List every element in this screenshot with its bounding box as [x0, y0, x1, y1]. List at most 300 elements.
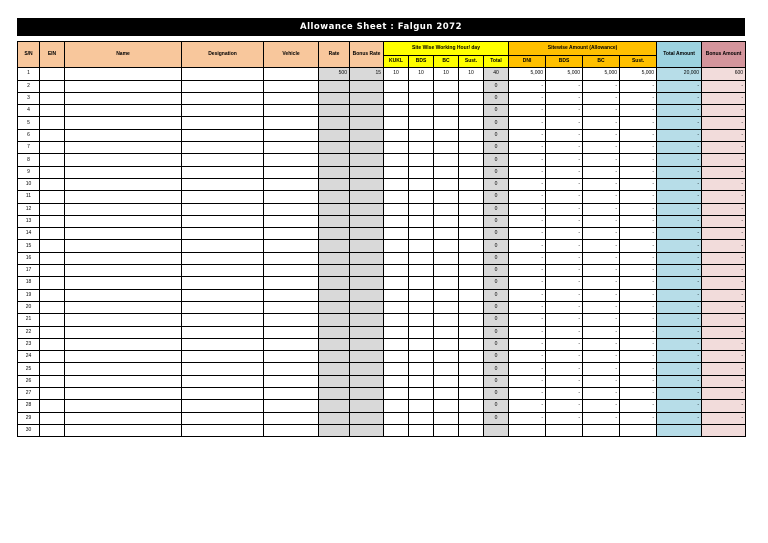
cell-designation[interactable]: [182, 338, 264, 350]
cell-hours-bds[interactable]: [409, 80, 434, 92]
cell-name[interactable]: [65, 314, 182, 326]
cell-vehicle[interactable]: [264, 68, 319, 80]
cell-rate[interactable]: [319, 80, 350, 92]
cell-bonus-rate[interactable]: [350, 363, 384, 375]
cell-hours-bds[interactable]: [409, 92, 434, 104]
cell-ein[interactable]: [40, 252, 65, 264]
cell-hours-kukl[interactable]: [384, 240, 409, 252]
cell-ein[interactable]: [40, 400, 65, 412]
cell-bonus-rate[interactable]: [350, 326, 384, 338]
cell-hours-bds[interactable]: [409, 351, 434, 363]
cell-vehicle[interactable]: [264, 277, 319, 289]
cell-ein[interactable]: [40, 388, 65, 400]
cell-hours-bds[interactable]: [409, 203, 434, 215]
cell-name[interactable]: [65, 129, 182, 141]
cell-hours-bc[interactable]: [434, 375, 459, 387]
cell-ein[interactable]: [40, 412, 65, 424]
cell-name[interactable]: [65, 240, 182, 252]
cell-designation[interactable]: [182, 314, 264, 326]
cell-rate[interactable]: [319, 375, 350, 387]
cell-hours-bc[interactable]: [434, 203, 459, 215]
cell-hours-kukl[interactable]: [384, 338, 409, 350]
cell-hours-sust[interactable]: [459, 154, 484, 166]
cell-hours-bds[interactable]: [409, 363, 434, 375]
cell-hours-sust[interactable]: [459, 400, 484, 412]
cell-hours-kukl[interactable]: [384, 326, 409, 338]
cell-vehicle[interactable]: [264, 375, 319, 387]
cell-ein[interactable]: [40, 80, 65, 92]
cell-hours-sust[interactable]: [459, 178, 484, 190]
cell-name[interactable]: [65, 388, 182, 400]
cell-rate[interactable]: [319, 424, 350, 436]
cell-hours-bc[interactable]: [434, 117, 459, 129]
cell-designation[interactable]: [182, 424, 264, 436]
cell-vehicle[interactable]: [264, 252, 319, 264]
cell-hours-sust[interactable]: [459, 228, 484, 240]
cell-hours-kukl[interactable]: [384, 80, 409, 92]
cell-hours-bc[interactable]: [434, 424, 459, 436]
cell-hours-bds[interactable]: [409, 228, 434, 240]
cell-bonus-rate[interactable]: [350, 252, 384, 264]
cell-vehicle[interactable]: [264, 265, 319, 277]
cell-designation[interactable]: [182, 92, 264, 104]
cell-designation[interactable]: [182, 68, 264, 80]
cell-rate[interactable]: [319, 191, 350, 203]
cell-vehicle[interactable]: [264, 203, 319, 215]
cell-hours-sust[interactable]: [459, 117, 484, 129]
cell-bonus-rate[interactable]: [350, 203, 384, 215]
cell-vehicle[interactable]: [264, 92, 319, 104]
cell-hours-bds[interactable]: [409, 265, 434, 277]
cell-hours-sust[interactable]: [459, 203, 484, 215]
cell-ein[interactable]: [40, 351, 65, 363]
cell-hours-kukl[interactable]: [384, 412, 409, 424]
cell-designation[interactable]: [182, 166, 264, 178]
cell-hours-bc[interactable]: [434, 215, 459, 227]
cell-rate[interactable]: [319, 252, 350, 264]
cell-vehicle[interactable]: [264, 117, 319, 129]
cell-rate[interactable]: [319, 178, 350, 190]
cell-hours-bds[interactable]: [409, 400, 434, 412]
cell-hours-sust[interactable]: [459, 105, 484, 117]
cell-designation[interactable]: [182, 301, 264, 313]
cell-ein[interactable]: [40, 105, 65, 117]
cell-rate[interactable]: [319, 203, 350, 215]
cell-hours-kukl[interactable]: [384, 191, 409, 203]
cell-hours-sust[interactable]: [459, 301, 484, 313]
cell-ein[interactable]: [40, 375, 65, 387]
cell-bonus-rate[interactable]: [350, 117, 384, 129]
cell-designation[interactable]: [182, 265, 264, 277]
cell-hours-kukl[interactable]: [384, 314, 409, 326]
cell-hours-kukl[interactable]: [384, 388, 409, 400]
cell-name[interactable]: [65, 326, 182, 338]
cell-hours-bc[interactable]: [434, 92, 459, 104]
cell-rate[interactable]: [319, 129, 350, 141]
cell-name[interactable]: [65, 203, 182, 215]
cell-ein[interactable]: [40, 228, 65, 240]
cell-hours-kukl[interactable]: [384, 301, 409, 313]
cell-hours-kukl[interactable]: [384, 129, 409, 141]
cell-rate[interactable]: [319, 105, 350, 117]
cell-name[interactable]: [65, 68, 182, 80]
cell-ein[interactable]: [40, 289, 65, 301]
cell-name[interactable]: [65, 412, 182, 424]
cell-hours-bc[interactable]: [434, 240, 459, 252]
cell-vehicle[interactable]: [264, 412, 319, 424]
cell-hours-kukl[interactable]: [384, 289, 409, 301]
cell-name[interactable]: [65, 301, 182, 313]
cell-ein[interactable]: [40, 154, 65, 166]
cell-hours-bc[interactable]: [434, 289, 459, 301]
cell-hours-sust[interactable]: [459, 277, 484, 289]
cell-hours-kukl[interactable]: [384, 105, 409, 117]
cell-bonus-rate[interactable]: [350, 375, 384, 387]
cell-designation[interactable]: [182, 388, 264, 400]
cell-bonus-rate[interactable]: [350, 400, 384, 412]
cell-rate[interactable]: [319, 301, 350, 313]
cell-hours-bds[interactable]: 10: [409, 68, 434, 80]
cell-designation[interactable]: [182, 215, 264, 227]
cell-hours-bds[interactable]: [409, 326, 434, 338]
cell-hours-bds[interactable]: [409, 105, 434, 117]
cell-hours-bds[interactable]: [409, 215, 434, 227]
cell-rate[interactable]: [319, 228, 350, 240]
cell-hours-bc[interactable]: [434, 412, 459, 424]
cell-name[interactable]: [65, 166, 182, 178]
cell-hours-sust[interactable]: [459, 351, 484, 363]
cell-name[interactable]: [65, 154, 182, 166]
cell-hours-sust[interactable]: [459, 129, 484, 141]
cell-bonus-rate[interactable]: [350, 215, 384, 227]
cell-hours-sust[interactable]: [459, 412, 484, 424]
cell-hours-bds[interactable]: [409, 338, 434, 350]
cell-hours-kukl[interactable]: [384, 92, 409, 104]
cell-vehicle[interactable]: [264, 400, 319, 412]
cell-vehicle[interactable]: [264, 178, 319, 190]
cell-bonus-rate[interactable]: [350, 412, 384, 424]
cell-hours-sust[interactable]: [459, 191, 484, 203]
cell-hours-kukl[interactable]: 10: [384, 68, 409, 80]
cell-designation[interactable]: [182, 412, 264, 424]
cell-hours-sust[interactable]: [459, 388, 484, 400]
cell-ein[interactable]: [40, 265, 65, 277]
cell-hours-sust[interactable]: [459, 265, 484, 277]
cell-ein[interactable]: [40, 301, 65, 313]
cell-hours-kukl[interactable]: [384, 228, 409, 240]
cell-designation[interactable]: [182, 129, 264, 141]
cell-hours-sust[interactable]: [459, 375, 484, 387]
cell-hours-bds[interactable]: [409, 191, 434, 203]
cell-designation[interactable]: [182, 277, 264, 289]
cell-hours-kukl[interactable]: [384, 166, 409, 178]
cell-designation[interactable]: [182, 326, 264, 338]
cell-bonus-rate[interactable]: [350, 166, 384, 178]
cell-hours-bc[interactable]: [434, 277, 459, 289]
cell-hours-kukl[interactable]: [384, 117, 409, 129]
cell-hours-sust[interactable]: [459, 338, 484, 350]
cell-name[interactable]: [65, 363, 182, 375]
cell-hours-sust[interactable]: [459, 289, 484, 301]
cell-hours-bc[interactable]: [434, 314, 459, 326]
cell-bonus-rate[interactable]: [350, 92, 384, 104]
cell-hours-bds[interactable]: [409, 301, 434, 313]
cell-name[interactable]: [65, 215, 182, 227]
cell-vehicle[interactable]: [264, 191, 319, 203]
cell-vehicle[interactable]: [264, 289, 319, 301]
cell-hours-bc[interactable]: 10: [434, 68, 459, 80]
cell-name[interactable]: [65, 289, 182, 301]
cell-hours-bc[interactable]: [434, 80, 459, 92]
cell-designation[interactable]: [182, 203, 264, 215]
cell-rate[interactable]: [319, 154, 350, 166]
cell-name[interactable]: [65, 400, 182, 412]
cell-rate[interactable]: [319, 142, 350, 154]
cell-vehicle[interactable]: [264, 142, 319, 154]
cell-designation[interactable]: [182, 142, 264, 154]
cell-rate[interactable]: [319, 166, 350, 178]
cell-hours-kukl[interactable]: [384, 215, 409, 227]
cell-vehicle[interactable]: [264, 351, 319, 363]
cell-bonus-rate[interactable]: [350, 80, 384, 92]
cell-designation[interactable]: [182, 400, 264, 412]
cell-vehicle[interactable]: [264, 363, 319, 375]
cell-rate[interactable]: [319, 265, 350, 277]
cell-designation[interactable]: [182, 363, 264, 375]
cell-name[interactable]: [65, 178, 182, 190]
cell-name[interactable]: [65, 228, 182, 240]
cell-hours-kukl[interactable]: [384, 203, 409, 215]
cell-name[interactable]: [65, 191, 182, 203]
cell-hours-bds[interactable]: [409, 375, 434, 387]
cell-designation[interactable]: [182, 191, 264, 203]
cell-vehicle[interactable]: [264, 314, 319, 326]
cell-hours-sust[interactable]: [459, 252, 484, 264]
cell-designation[interactable]: [182, 375, 264, 387]
cell-vehicle[interactable]: [264, 326, 319, 338]
cell-hours-bds[interactable]: [409, 289, 434, 301]
cell-hours-kukl[interactable]: [384, 351, 409, 363]
cell-ein[interactable]: [40, 92, 65, 104]
cell-name[interactable]: [65, 252, 182, 264]
cell-rate[interactable]: [319, 117, 350, 129]
cell-ein[interactable]: [40, 129, 65, 141]
cell-hours-bc[interactable]: [434, 129, 459, 141]
cell-name[interactable]: [65, 105, 182, 117]
cell-hours-kukl[interactable]: [384, 277, 409, 289]
cell-ein[interactable]: [40, 338, 65, 350]
cell-designation[interactable]: [182, 80, 264, 92]
cell-bonus-rate[interactable]: [350, 289, 384, 301]
cell-designation[interactable]: [182, 105, 264, 117]
cell-ein[interactable]: [40, 240, 65, 252]
cell-hours-kukl[interactable]: [384, 375, 409, 387]
cell-designation[interactable]: [182, 252, 264, 264]
cell-bonus-rate[interactable]: [350, 424, 384, 436]
cell-vehicle[interactable]: [264, 338, 319, 350]
cell-rate[interactable]: [319, 92, 350, 104]
cell-hours-sust[interactable]: 10: [459, 68, 484, 80]
cell-hours-bc[interactable]: [434, 178, 459, 190]
cell-hours-kukl[interactable]: [384, 265, 409, 277]
cell-designation[interactable]: [182, 178, 264, 190]
cell-hours-bc[interactable]: [434, 166, 459, 178]
cell-hours-bc[interactable]: [434, 252, 459, 264]
cell-hours-bds[interactable]: [409, 277, 434, 289]
cell-ein[interactable]: [40, 363, 65, 375]
cell-ein[interactable]: [40, 314, 65, 326]
cell-hours-sust[interactable]: [459, 240, 484, 252]
cell-ein[interactable]: [40, 142, 65, 154]
cell-vehicle[interactable]: [264, 80, 319, 92]
cell-hours-bc[interactable]: [434, 142, 459, 154]
cell-hours-kukl[interactable]: [384, 424, 409, 436]
cell-designation[interactable]: [182, 117, 264, 129]
cell-ein[interactable]: [40, 424, 65, 436]
cell-vehicle[interactable]: [264, 215, 319, 227]
cell-hours-bds[interactable]: [409, 142, 434, 154]
cell-hours-kukl[interactable]: [384, 363, 409, 375]
cell-bonus-rate[interactable]: [350, 129, 384, 141]
cell-vehicle[interactable]: [264, 301, 319, 313]
cell-name[interactable]: [65, 338, 182, 350]
cell-designation[interactable]: [182, 154, 264, 166]
cell-rate[interactable]: [319, 289, 350, 301]
cell-rate[interactable]: 500: [319, 68, 350, 80]
cell-ein[interactable]: [40, 117, 65, 129]
cell-rate[interactable]: [319, 412, 350, 424]
cell-hours-kukl[interactable]: [384, 142, 409, 154]
cell-hours-bc[interactable]: [434, 351, 459, 363]
cell-designation[interactable]: [182, 289, 264, 301]
cell-bonus-rate[interactable]: [350, 338, 384, 350]
cell-hours-bds[interactable]: [409, 154, 434, 166]
cell-bonus-rate[interactable]: [350, 191, 384, 203]
cell-vehicle[interactable]: [264, 154, 319, 166]
cell-bonus-rate[interactable]: [350, 265, 384, 277]
cell-bonus-rate[interactable]: [350, 178, 384, 190]
cell-hours-sust[interactable]: [459, 314, 484, 326]
cell-hours-bds[interactable]: [409, 424, 434, 436]
cell-designation[interactable]: [182, 228, 264, 240]
cell-bonus-rate[interactable]: [350, 351, 384, 363]
cell-rate[interactable]: [319, 351, 350, 363]
cell-name[interactable]: [65, 277, 182, 289]
cell-hours-sust[interactable]: [459, 80, 484, 92]
cell-name[interactable]: [65, 375, 182, 387]
cell-hours-bc[interactable]: [434, 265, 459, 277]
cell-bonus-rate[interactable]: 15: [350, 68, 384, 80]
cell-hours-sust[interactable]: [459, 326, 484, 338]
cell-vehicle[interactable]: [264, 166, 319, 178]
cell-hours-bds[interactable]: [409, 240, 434, 252]
cell-hours-bc[interactable]: [434, 105, 459, 117]
cell-ein[interactable]: [40, 203, 65, 215]
cell-bonus-rate[interactable]: [350, 240, 384, 252]
cell-vehicle[interactable]: [264, 424, 319, 436]
cell-ein[interactable]: [40, 166, 65, 178]
cell-hours-sust[interactable]: [459, 424, 484, 436]
cell-hours-bds[interactable]: [409, 314, 434, 326]
cell-rate[interactable]: [319, 326, 350, 338]
cell-ein[interactable]: [40, 68, 65, 80]
cell-hours-bc[interactable]: [434, 388, 459, 400]
cell-vehicle[interactable]: [264, 388, 319, 400]
cell-hours-kukl[interactable]: [384, 400, 409, 412]
cell-ein[interactable]: [40, 215, 65, 227]
cell-vehicle[interactable]: [264, 240, 319, 252]
cell-designation[interactable]: [182, 351, 264, 363]
cell-bonus-rate[interactable]: [350, 228, 384, 240]
cell-bonus-rate[interactable]: [350, 314, 384, 326]
cell-hours-kukl[interactable]: [384, 252, 409, 264]
cell-ein[interactable]: [40, 326, 65, 338]
cell-vehicle[interactable]: [264, 228, 319, 240]
cell-bonus-rate[interactable]: [350, 277, 384, 289]
cell-ein[interactable]: [40, 178, 65, 190]
cell-bonus-rate[interactable]: [350, 142, 384, 154]
cell-bonus-rate[interactable]: [350, 301, 384, 313]
cell-name[interactable]: [65, 142, 182, 154]
cell-rate[interactable]: [319, 400, 350, 412]
cell-designation[interactable]: [182, 240, 264, 252]
cell-rate[interactable]: [319, 277, 350, 289]
cell-rate[interactable]: [319, 215, 350, 227]
cell-hours-bds[interactable]: [409, 178, 434, 190]
cell-hours-bds[interactable]: [409, 129, 434, 141]
cell-name[interactable]: [65, 92, 182, 104]
cell-hours-kukl[interactable]: [384, 154, 409, 166]
cell-rate[interactable]: [319, 240, 350, 252]
cell-hours-sust[interactable]: [459, 215, 484, 227]
cell-hours-sust[interactable]: [459, 92, 484, 104]
cell-hours-bc[interactable]: [434, 400, 459, 412]
cell-hours-bds[interactable]: [409, 166, 434, 178]
cell-hours-bds[interactable]: [409, 412, 434, 424]
cell-hours-bds[interactable]: [409, 252, 434, 264]
cell-bonus-rate[interactable]: [350, 105, 384, 117]
cell-name[interactable]: [65, 351, 182, 363]
cell-rate[interactable]: [319, 388, 350, 400]
cell-hours-kukl[interactable]: [384, 178, 409, 190]
cell-hours-bc[interactable]: [434, 363, 459, 375]
cell-hours-bc[interactable]: [434, 191, 459, 203]
cell-ein[interactable]: [40, 191, 65, 203]
cell-hours-sust[interactable]: [459, 166, 484, 178]
cell-name[interactable]: [65, 80, 182, 92]
cell-vehicle[interactable]: [264, 129, 319, 141]
cell-hours-bc[interactable]: [434, 154, 459, 166]
cell-hours-bc[interactable]: [434, 338, 459, 350]
cell-vehicle[interactable]: [264, 105, 319, 117]
cell-bonus-rate[interactable]: [350, 154, 384, 166]
cell-bonus-rate[interactable]: [350, 388, 384, 400]
cell-hours-sust[interactable]: [459, 142, 484, 154]
cell-rate[interactable]: [319, 338, 350, 350]
cell-name[interactable]: [65, 424, 182, 436]
cell-ein[interactable]: [40, 277, 65, 289]
cell-name[interactable]: [65, 117, 182, 129]
cell-hours-bc[interactable]: [434, 228, 459, 240]
cell-hours-bc[interactable]: [434, 301, 459, 313]
cell-hours-sust[interactable]: [459, 363, 484, 375]
cell-name[interactable]: [65, 265, 182, 277]
cell-rate[interactable]: [319, 363, 350, 375]
cell-rate[interactable]: [319, 314, 350, 326]
cell-hours-bc[interactable]: [434, 326, 459, 338]
cell-hours-bds[interactable]: [409, 388, 434, 400]
cell-hours-bds[interactable]: [409, 117, 434, 129]
